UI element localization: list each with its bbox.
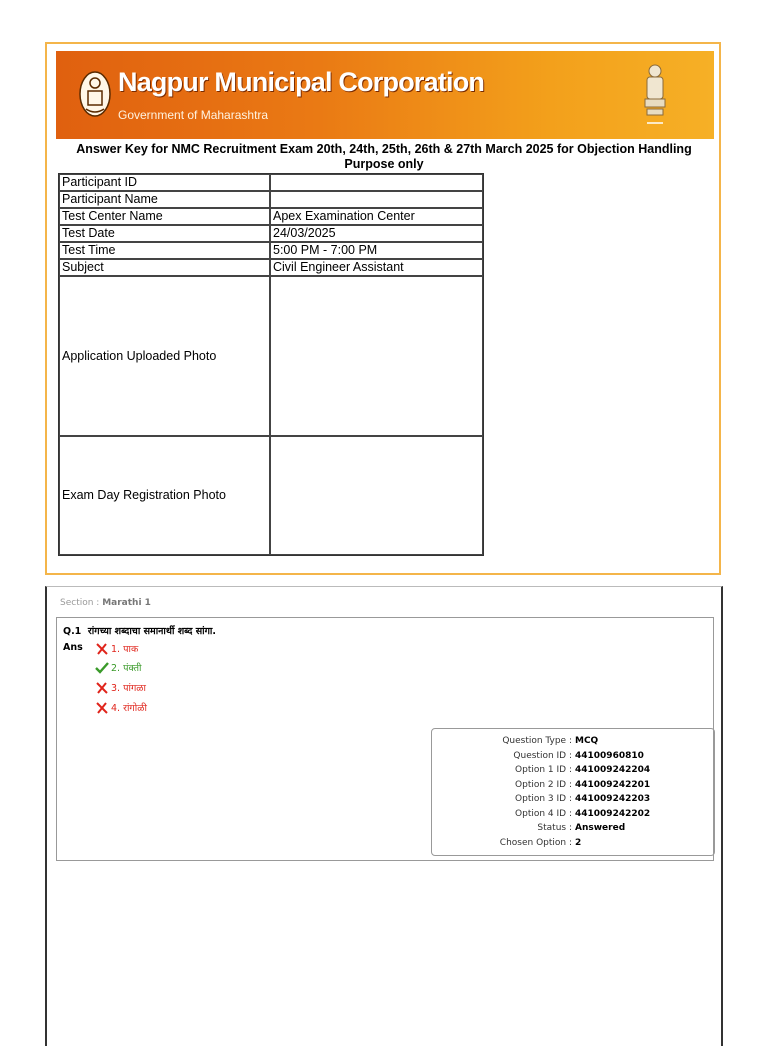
table-row [59, 436, 483, 555]
row-value [270, 191, 483, 208]
meta-key: Question ID : [513, 750, 572, 761]
option-4 [95, 701, 147, 714]
option-3 [95, 681, 146, 694]
candidate-card [45, 42, 721, 575]
question-card [45, 586, 723, 1046]
meta-row [432, 823, 716, 837]
row-value [270, 174, 483, 191]
table-row [59, 276, 483, 436]
meta-value: Answered [575, 823, 626, 833]
option-2 [95, 661, 141, 674]
section-label [60, 598, 151, 608]
meta-row [432, 780, 716, 794]
meta-key: Question Type : [502, 736, 572, 746]
row-label: Test Time [59, 242, 270, 259]
cross-icon [95, 643, 109, 655]
participant-info-table [58, 173, 484, 556]
meta-key: Status : [537, 823, 572, 833]
option-text: 4. रांगोळी [111, 703, 147, 714]
answer-key-heading: Answer Key for NMC Recruitment Exam 20th, 24th, 25th, 26th & 27th March 2025 for Objection Handling Purpose only [76, 142, 692, 171]
meta-value: 2 [575, 837, 582, 848]
table-row [59, 174, 483, 191]
row-label: Participant Name [59, 191, 270, 208]
row-label: Test Center Name [59, 208, 270, 225]
meta-row [432, 736, 716, 750]
meta-value: 441009242203 [575, 794, 651, 804]
row-value: Civil Engineer Assistant [270, 259, 483, 276]
meta-key: Option 4 ID : [515, 808, 572, 819]
row-value: Apex Examination Center [270, 208, 483, 225]
question-body: रांगच्या शब्दाचा समानार्थी शब्द सांगा. [87, 626, 216, 637]
table-row [59, 242, 483, 259]
row-value: 24/03/2025 [270, 225, 483, 242]
registration-photo-label: Exam Day Registration Photo [59, 436, 270, 555]
header-banner [56, 51, 714, 139]
section-name: Marathi 1 [102, 598, 151, 608]
meta-row [432, 838, 716, 852]
check-icon [95, 662, 109, 674]
table-row [59, 225, 483, 242]
ans-label: Ans [63, 642, 83, 653]
option-text: 2. पंक्ती [111, 663, 142, 674]
table-row [59, 191, 483, 208]
cross-icon [95, 682, 109, 694]
question-meta-box [431, 728, 715, 856]
option-text: 3. पांगळा [111, 683, 146, 694]
meta-value: 441009242201 [575, 779, 651, 790]
option-text: 1. पाक [111, 644, 139, 655]
banner-subtitle: Government of Maharashtra [118, 108, 269, 122]
question-text [63, 624, 216, 637]
meta-value: MCQ [575, 736, 599, 746]
option-1 [95, 642, 138, 655]
question-number: Q.1 [63, 626, 82, 637]
row-label: Participant ID [59, 174, 270, 191]
row-label: Test Date [59, 225, 270, 242]
row-label: Subject [59, 259, 270, 276]
meta-row [432, 794, 716, 808]
meta-row [432, 809, 716, 823]
national-emblem-icon [641, 61, 669, 133]
banner-title: Nagpur Municipal Corporation [118, 67, 485, 97]
application-photo-label: Application Uploaded Photo [59, 276, 270, 436]
meta-key: Option 3 ID : [515, 794, 572, 804]
application-photo [270, 276, 483, 436]
meta-value: 441009242204 [575, 765, 651, 775]
section-prefix: Section : [60, 598, 103, 608]
meta-key: Option 2 ID : [515, 779, 572, 790]
meta-key: Chosen Option : [499, 837, 572, 848]
table-row [59, 208, 483, 225]
nmc-logo-icon [78, 69, 112, 119]
table-row [59, 259, 483, 276]
meta-key: Option 1 ID : [515, 765, 572, 775]
meta-value: 44100960810 [575, 750, 644, 761]
meta-row [432, 765, 716, 779]
cross-icon [95, 702, 109, 714]
registration-photo [270, 436, 483, 555]
row-value: 5:00 PM - 7:00 PM [270, 242, 483, 259]
question-box [56, 617, 714, 861]
meta-value: 441009242202 [575, 808, 651, 819]
meta-row [432, 751, 716, 765]
